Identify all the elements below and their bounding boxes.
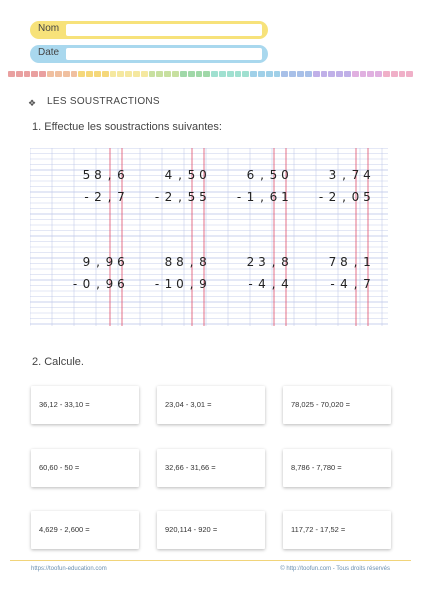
operation-digit: 6: [269, 190, 278, 204]
calc-expression: 60,60 - 50 =: [39, 463, 80, 472]
decorative-dot: [313, 71, 320, 77]
operation-digit: 8: [94, 168, 102, 182]
operation-digit: 5: [363, 190, 371, 204]
operation-digit: 5: [269, 168, 278, 182]
decimal-comma: ,: [178, 190, 182, 204]
decimal-comma: ,: [107, 168, 112, 182]
calc-expression: 36,12 - 33,10 =: [39, 400, 90, 409]
decorative-dot: [266, 71, 273, 77]
decorative-dot: [227, 71, 234, 77]
decorative-dot: [172, 71, 179, 77]
decimal-comma: ,: [271, 277, 276, 291]
name-label: Nom: [38, 23, 60, 34]
calc-card[interactable]: [283, 449, 391, 487]
operation-digit: 6: [117, 168, 125, 182]
operation-digit: 2: [328, 190, 337, 204]
decimal-comma: ,: [353, 277, 358, 291]
decorative-dot: [8, 71, 15, 77]
footer-website-link[interactable]: https://toofun-education.com: [31, 566, 107, 572]
operation-digit: 7: [117, 190, 125, 204]
decorative-dot: [297, 71, 304, 77]
operation-digit: 4: [164, 168, 173, 182]
decimal-comma: ,: [353, 255, 358, 269]
operation-digit: 8: [199, 255, 207, 269]
exercise-1-title: 1. Effectue les soustractions suivantes:: [32, 121, 222, 133]
decimal-comma: ,: [96, 255, 100, 269]
decorative-dot: [71, 71, 78, 77]
decorative-dot: [336, 71, 343, 77]
operation-digit: 1: [164, 277, 173, 291]
decorative-dot: [16, 71, 23, 77]
decimal-comma: ,: [260, 168, 264, 182]
date-field: [30, 45, 268, 63]
decorative-dot: [31, 71, 38, 77]
decorative-dot: [188, 71, 195, 77]
date-label: Date: [38, 47, 60, 58]
operation-digit: 4: [340, 277, 348, 291]
decimal-comma: ,: [342, 168, 346, 182]
decimal-comma: ,: [178, 168, 182, 182]
operation-digit: 7: [351, 168, 360, 182]
operation-digit: 1: [363, 255, 371, 269]
decorative-dot: [391, 71, 398, 77]
operation-digit: 9: [82, 255, 91, 269]
decorative-dot: [94, 71, 101, 77]
decorative-dot: [39, 71, 46, 77]
calc-expression: 23,04 - 3,01 =: [165, 400, 212, 409]
decorative-dot: [47, 71, 54, 77]
decorative-dot: [211, 71, 218, 77]
decorative-dot: [321, 71, 328, 77]
operation-digit: 8: [340, 255, 348, 269]
decorative-dot: [156, 71, 163, 77]
calc-card[interactable]: [157, 449, 265, 487]
calc-expression: 78,025 - 70,020 =: [291, 400, 351, 409]
decimal-comma: ,: [342, 190, 346, 204]
operation-digit: 6: [117, 277, 125, 291]
operation-digit: 4: [281, 277, 289, 291]
decorative-dot: [235, 71, 242, 77]
decorative-dot: [86, 71, 93, 77]
decorative-dot: [196, 71, 203, 77]
decorative-dot: [367, 71, 374, 77]
decimal-comma: ,: [260, 190, 264, 204]
minus-sign: -: [154, 277, 160, 291]
operation-digit: 5: [187, 190, 196, 204]
calc-card[interactable]: [157, 386, 265, 424]
operation-digit: 1: [246, 190, 255, 204]
decorative-dot: [344, 71, 351, 77]
minus-sign: -: [248, 277, 253, 291]
operation-digit: 5: [187, 168, 196, 182]
calc-expression: 4,629 - 2,600 =: [39, 525, 90, 534]
decorative-dot: [250, 71, 257, 77]
operation-digit: 9: [199, 277, 207, 291]
calc-card[interactable]: [157, 511, 265, 549]
exercise-2-title: 2. Calcule.: [32, 356, 84, 368]
decorative-dot: [102, 71, 109, 77]
decorative-dot: [360, 71, 367, 77]
decorative-dot: [180, 71, 187, 77]
date-input-area[interactable]: [66, 48, 262, 60]
operation-digit: 2: [164, 190, 173, 204]
operation-digit: 7: [328, 255, 337, 269]
operation-digit: 8: [164, 255, 173, 269]
decorative-dot: [281, 71, 288, 77]
diamond-bullet-icon: ❖: [28, 98, 37, 108]
decorative-dot: [164, 71, 171, 77]
decorative-dot: [110, 71, 117, 77]
operation-digit: 4: [258, 277, 266, 291]
calc-card[interactable]: [31, 511, 139, 549]
decimal-comma: ,: [271, 255, 276, 269]
calc-expression: 920,114 - 920 =: [165, 525, 218, 534]
decorative-dot: [149, 71, 156, 77]
operation-digit: 9: [105, 255, 114, 269]
operation-digit: 2: [246, 255, 255, 269]
decorative-dot: [117, 71, 124, 77]
name-field: [30, 21, 268, 39]
operation-digit: 5: [82, 168, 91, 182]
decorative-dot: [399, 71, 406, 77]
decimal-comma: ,: [96, 277, 100, 291]
name-input-area[interactable]: [66, 24, 262, 36]
decorative-dot: [203, 71, 210, 77]
operation-digit: 9: [105, 277, 114, 291]
footer-copyright: © http://toofun.com - Tous droits réservés: [280, 566, 390, 572]
operation-digit: 4: [363, 168, 371, 182]
operation-digit: 0: [82, 277, 91, 291]
decorative-dot: [125, 71, 132, 77]
calc-card[interactable]: [31, 449, 139, 487]
operation-digit: 6: [246, 168, 255, 182]
calc-card[interactable]: [283, 511, 391, 549]
operation-digit: 0: [281, 168, 289, 182]
decorative-dot-strip: [8, 71, 413, 77]
decimal-comma: ,: [107, 190, 112, 204]
decorative-dot: [78, 71, 85, 77]
decorative-dot: [63, 71, 70, 77]
decorative-dot: [289, 71, 296, 77]
operation-digit: 5: [199, 190, 207, 204]
calc-card[interactable]: [31, 386, 139, 424]
decorative-dot: [274, 71, 281, 77]
decorative-dot: [141, 71, 148, 77]
decorative-dot: [258, 71, 265, 77]
footer-divider: [10, 560, 411, 561]
minus-sign: -: [236, 190, 242, 204]
section-title: LES SOUSTRACTIONS: [47, 96, 160, 107]
operation-digit: 0: [176, 277, 184, 291]
minus-sign: -: [318, 190, 324, 204]
operation-digit: 6: [117, 255, 125, 269]
calc-expression: 117,72 - 17,52 =: [291, 525, 346, 534]
calc-expression: 32,66 - 31,66 =: [165, 463, 216, 472]
calc-card[interactable]: [283, 386, 391, 424]
decorative-dot: [133, 71, 140, 77]
operation-digit: 8: [281, 255, 289, 269]
operation-digit: 7: [363, 277, 371, 291]
decorative-dot: [242, 71, 249, 77]
operation-digit: 3: [328, 168, 337, 182]
minus-sign: -: [330, 277, 335, 291]
operation-digit: 2: [94, 190, 102, 204]
minus-sign: -: [72, 277, 78, 291]
operation-digit: 8: [176, 255, 184, 269]
decorative-dot: [305, 71, 312, 77]
minus-sign: -: [154, 190, 160, 204]
minus-sign: -: [84, 190, 89, 204]
operation-digit: 0: [199, 168, 207, 182]
operation-digit: 0: [351, 190, 360, 204]
decimal-comma: ,: [189, 277, 194, 291]
decorative-dot: [375, 71, 382, 77]
operation-digit: 3: [258, 255, 266, 269]
decorative-dot: [328, 71, 335, 77]
decorative-dot: [24, 71, 31, 77]
decimal-comma: ,: [189, 255, 194, 269]
decorative-dot: [383, 71, 390, 77]
operation-digit: 1: [281, 190, 289, 204]
decorative-dot: [352, 71, 359, 77]
decorative-dot: [406, 71, 413, 77]
decorative-dot: [219, 71, 226, 77]
decorative-dot: [55, 71, 62, 77]
calc-expression: 8,786 - 7,780 =: [291, 463, 342, 472]
